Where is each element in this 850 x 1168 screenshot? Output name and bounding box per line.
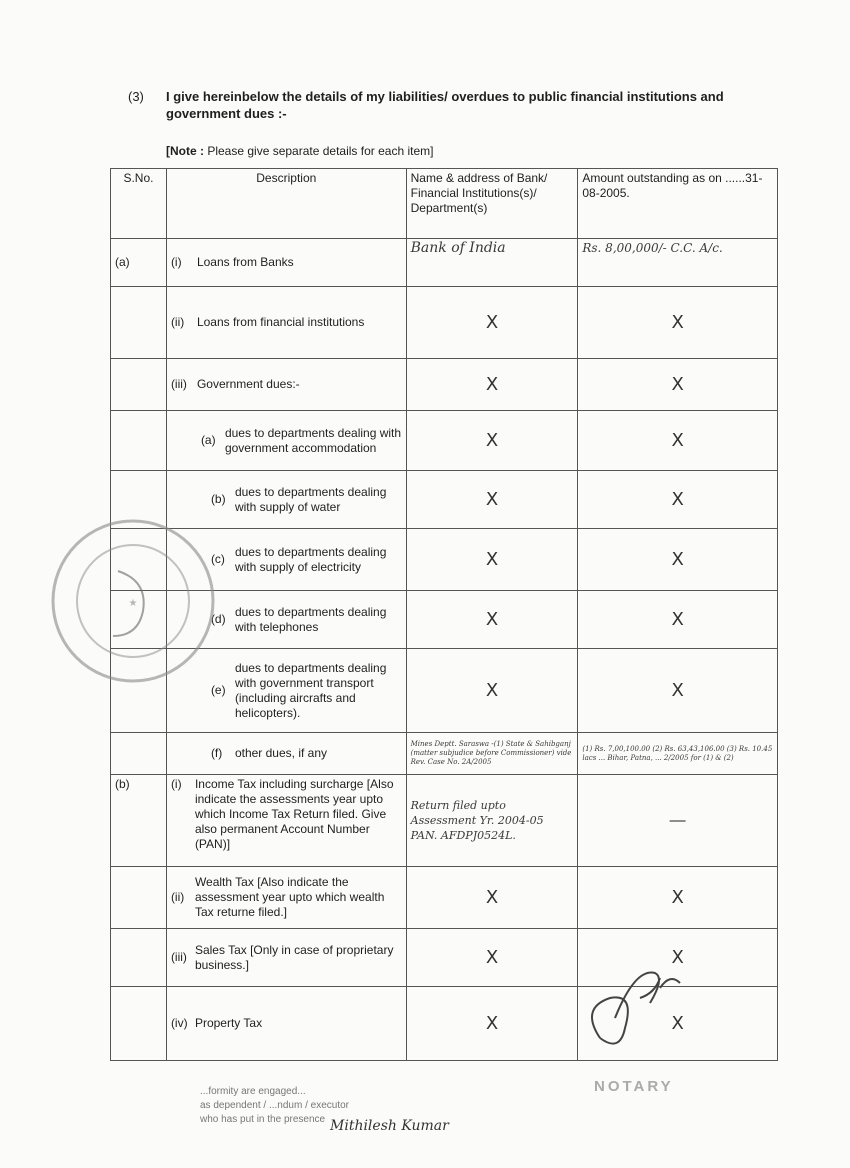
row-sno: (b) bbox=[111, 775, 167, 867]
row-description: (b) dues to departments dealing with supply of water bbox=[166, 471, 406, 529]
header-name-address: Name & address of Bank/ Financial Institutions(s)/ Department(s) bbox=[406, 169, 578, 239]
row-amount: Rs. 8,00,000/- C.C. A/c. bbox=[578, 239, 778, 287]
section-number: (3) bbox=[128, 89, 144, 104]
note-label: [Note : bbox=[166, 144, 204, 158]
row-description: (i) Income Tax including surcharge [Also indicate the assessments year upto which Income Tax Return filed. Give also permanent Account Number (PAN)] bbox=[166, 775, 406, 867]
deponent-signature: Mithilesh Kumar bbox=[330, 1118, 449, 1134]
header-description: Description bbox=[166, 169, 406, 239]
cross-mark: X bbox=[671, 489, 684, 510]
row-amount: — bbox=[669, 812, 686, 829]
cross-mark: X bbox=[485, 549, 499, 570]
row-description: (ii) Loans from financial institutions bbox=[166, 287, 406, 359]
row-name: Mines Deptt. Saraswa -(1) State & Sahibganj (matter subjudice before Commissioner) vide Rev. Case No. 2A/2005 bbox=[406, 733, 578, 775]
footer-line: as dependent / ...ndum / executor bbox=[200, 1100, 349, 1111]
cross-mark: X bbox=[671, 312, 684, 333]
table-row bbox=[111, 287, 778, 359]
table-row bbox=[111, 239, 778, 287]
row-description: (e) dues to departments dealing with government transport (including aircrafts and helicopters). bbox=[166, 649, 406, 733]
footer-line: who has put in the presence bbox=[200, 1114, 326, 1125]
notary-seal: NOTARY bbox=[594, 1078, 674, 1095]
cross-mark: X bbox=[671, 1013, 684, 1034]
table-header-row bbox=[111, 169, 778, 239]
svg-text:★: ★ bbox=[128, 598, 138, 609]
row-description: (c) dues to departments dealing with supply of electricity bbox=[166, 529, 406, 591]
table-row bbox=[111, 775, 778, 867]
cross-mark: X bbox=[485, 489, 499, 510]
row-amount: (1) Rs. 7,00,100.00 (2) Rs. 63,43,106.00 (3) Rs. 10.45 lacs ... Bihar, Patna, ... 2/2005 for (1) & (2) bbox=[578, 733, 778, 775]
table-row bbox=[111, 867, 778, 929]
row-description: (iv) Property Tax bbox=[166, 987, 406, 1061]
row-description: (a) dues to departments dealing with government accommodation bbox=[166, 411, 406, 471]
row-description: (iii) Government dues:- bbox=[166, 359, 406, 411]
cross-mark: X bbox=[485, 887, 499, 908]
table-row bbox=[111, 733, 778, 775]
cross-mark: X bbox=[671, 680, 684, 701]
note bbox=[166, 144, 433, 158]
cross-mark: X bbox=[485, 374, 499, 395]
header-amount: Amount outstanding as on ......31-08-2005. bbox=[578, 169, 778, 239]
row-description: (d) dues to departments dealing with telephones bbox=[166, 591, 406, 649]
note-text: Please give separate details for each item] bbox=[204, 144, 434, 158]
table-row bbox=[111, 411, 778, 471]
notary-signature bbox=[570, 958, 700, 1068]
row-description: (i) Loans from Banks bbox=[166, 239, 406, 287]
table-row bbox=[111, 359, 778, 411]
section-heading-text: I give hereinbelow the details of my liabilities/ overdues to public financial institutions and government dues :- bbox=[166, 89, 724, 121]
cross-mark: X bbox=[485, 312, 499, 333]
row-sno: (a) bbox=[111, 239, 167, 287]
cross-mark: X bbox=[671, 549, 684, 570]
cross-mark: X bbox=[485, 609, 499, 630]
row-description: (f) other dues, if any bbox=[166, 733, 406, 775]
row-description: (ii) Wealth Tax [Also indicate the assessment year upto which wealth Tax returne filed.] bbox=[166, 867, 406, 929]
official-seal-stamp bbox=[48, 516, 218, 686]
cross-mark: X bbox=[671, 609, 684, 630]
cross-mark: X bbox=[485, 430, 499, 451]
cross-mark: X bbox=[671, 374, 684, 395]
cross-mark: X bbox=[485, 947, 499, 968]
cross-mark: X bbox=[671, 430, 684, 451]
row-name: Return filed upto Assessment Yr. 2004-05 PAN. AFDPJ0524L. bbox=[406, 775, 578, 867]
header-sno: S.No. bbox=[111, 169, 167, 239]
cross-mark: X bbox=[485, 1013, 499, 1034]
row-description: (iii) Sales Tax [Only in case of proprietary business.] bbox=[166, 929, 406, 987]
cross-mark: X bbox=[671, 947, 684, 968]
cross-mark: X bbox=[671, 887, 684, 908]
affidavit-footer bbox=[200, 1085, 349, 1127]
row-name: Bank of India bbox=[406, 239, 578, 287]
footer-line: ...formity are engaged... bbox=[200, 1086, 306, 1097]
cross-mark: X bbox=[485, 680, 499, 701]
